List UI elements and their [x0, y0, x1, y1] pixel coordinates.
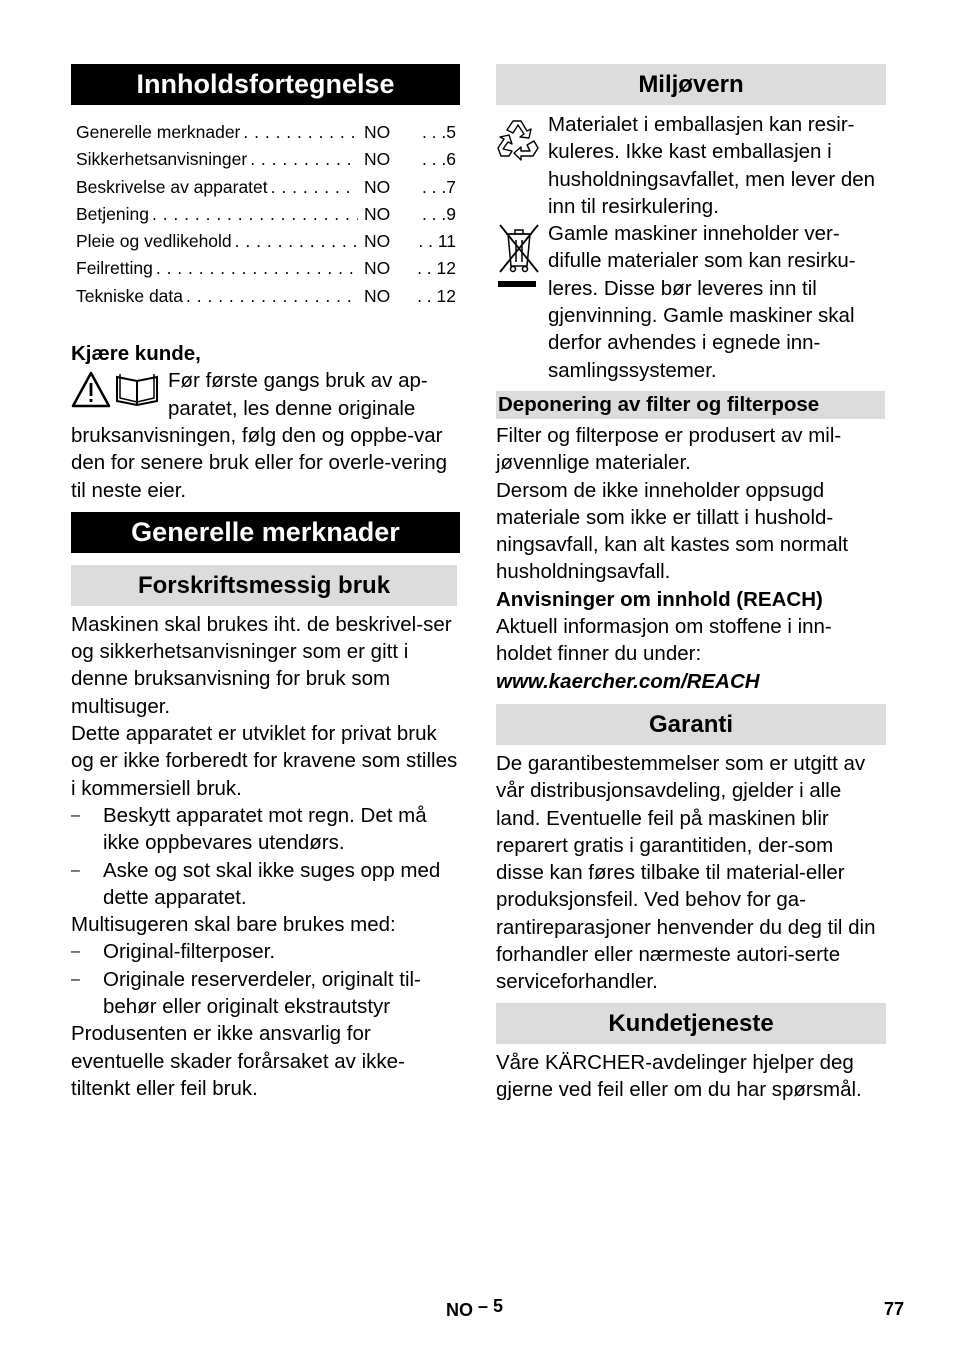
- intended-use-heading: Forskriftsmessig bruk: [71, 565, 457, 606]
- toc-dots: [250, 146, 358, 173]
- toc-code: NO: [364, 203, 391, 224]
- recycling-block: [496, 111, 886, 220]
- reach-title: Anvisninger om innhold (REACH): [496, 587, 823, 611]
- toc-page: . . .6: [421, 149, 456, 170]
- toc-row[interactable]: [76, 174, 460, 201]
- filter-disposal-heading: Deponering av filter og filterpose: [496, 391, 885, 419]
- toc-code: NO: [364, 231, 391, 252]
- footer-language: NO: [446, 1300, 473, 1320]
- toc-title: Pleie og vedlikehold: [76, 231, 232, 252]
- toc-page: . . .9: [421, 203, 456, 224]
- intro-line-2: paratet, les denne originale: [168, 396, 416, 420]
- toc-page: . . 12: [417, 285, 456, 306]
- toc-code: NO: [364, 149, 391, 170]
- reach-text: Aktuell informasjon om stoffene i inn-holdet finner du under:: [496, 615, 832, 666]
- toc-row[interactable]: [76, 146, 460, 173]
- toc-title: Tekniske data: [76, 285, 184, 306]
- toc-title: Beskrivelse av apparatet: [76, 176, 268, 197]
- list-item-text: Originale reserverdeler, originalt til-behør eller originalt ekstrautstyr: [103, 967, 421, 1019]
- general-heading: Generelle merknader: [71, 512, 460, 553]
- intended-use-paragraph: Maskinen skal brukes iht. de beskrivel-ser og sikkerhetsanvisninger som er gitt i denne bruksanvisning for bruk som multisuger.: [71, 612, 452, 718]
- toc-dots: [186, 283, 358, 310]
- recycling-text: Materialet i emballasjen kan resir-kuleres. Ikke kast emballasjen i husholdningsavfallet, men lever den inn til resirkulering.: [548, 113, 876, 218]
- toc-code: NO: [364, 285, 391, 306]
- dash-bullet: –: [71, 861, 80, 879]
- toc-code: NO: [364, 176, 391, 197]
- toc-code: NO: [364, 258, 391, 279]
- intro-text: bruksanvisningen, følg den og oppbe-var den for senere bruk eller for overle-vering til neste eier.: [71, 423, 448, 502]
- filter-material-paragraph: Filter og filterpose er produsert av mil-jøvennlige materialer.: [496, 423, 842, 475]
- toc-page: . . .7: [421, 176, 456, 197]
- toc-code: NO: [364, 122, 391, 142]
- customer-service-text: Våre KÄRCHER-avdelinger hjelper deg gjerne ved feil eller om du har spørsmål.: [496, 1050, 862, 1101]
- weee-block: [496, 220, 886, 384]
- list-item: [71, 966, 460, 1021]
- weee-text: Gamle maskiner inneholder ver-difulle materialer som kan resirku-leres. Disse bør leveres inn til gjenvinning. Gamle maskiner skal derfor avhendes i egnede inn-samlingssystemer.: [548, 222, 856, 382]
- warranty-text: De garantibestemmelser som er utgitt av vår distribusjonsavdeling, gjelder i alle land. Eventuelle feil på maskinen blir reparert gratis i garantitiden, der-som disse kan føres tilbake til material-eller produksjonsfeil. Ved behov for ga-rantireparasjoner henvender du deg til din forhandler eller nærmeste autori-serte serviceforhandler.: [496, 751, 876, 994]
- toc-page: . . 12: [417, 258, 456, 279]
- footer-section-label: [446, 1296, 504, 1320]
- toc-row[interactable]: [76, 255, 460, 282]
- filter-disposal-paragraph: Dersom de ikke inneholder oppsugd materiale som ikke er tillatt i hushold-ningsavfall, kan alt kastes som normalt husholdningsavfall.: [496, 478, 849, 584]
- dash-bullet: –: [71, 806, 80, 824]
- reach-link[interactable]: www.kaercher.com/REACH: [496, 669, 760, 693]
- right-column: [496, 64, 886, 1103]
- warranty-heading: Garanti: [496, 704, 886, 745]
- table-of-contents: [76, 119, 460, 310]
- footer-section-page: – 5: [478, 1296, 504, 1316]
- list-item: [71, 857, 460, 912]
- liability-paragraph: Produsenten er ikke ansvarlig for eventuelle skader forårsaket av ikke-tiltenkt eller feil bruk.: [71, 1022, 405, 1100]
- toc-page: . . .5: [421, 122, 456, 142]
- toc-title: Sikkerhetsanvisninger: [76, 149, 248, 170]
- toc-title: Betjening: [76, 203, 149, 224]
- list-item-text: Aske og sot skal ikke suges opp med dette apparatet.: [103, 858, 441, 909]
- toc-heading: Innholdsfortegnelse: [71, 64, 460, 105]
- greeting: Kjære kunde,: [71, 342, 201, 366]
- manual-book-icon: [117, 374, 157, 405]
- warning-and-manual-icons: [71, 367, 168, 422]
- customer-service-heading: Kundetjeneste: [496, 1003, 886, 1044]
- toc-page: . . 11: [418, 231, 456, 252]
- list-item-text: Beskytt apparatet mot regn. Det må ikke oppbevares utendørs.: [103, 803, 427, 855]
- use-with-paragraph: Multisugeren skal bare brukes med:: [71, 913, 396, 937]
- footer-page-number: 77: [884, 1299, 905, 1319]
- toc-row[interactable]: [76, 283, 460, 310]
- toc-dots: [235, 228, 358, 255]
- toc-row[interactable]: [76, 228, 460, 255]
- private-use-paragraph: Dette apparatet er utviklet for privat bruk og er ikke forberedt for kravene som stilles i kommersiell bruk.: [71, 722, 458, 800]
- crossed-out-bin-icon: [496, 222, 542, 292]
- environment-heading: Miljøvern: [496, 64, 886, 105]
- toc-row[interactable]: [76, 119, 460, 146]
- toc-row[interactable]: [76, 201, 460, 228]
- list-item-text: Original-filterposer.: [103, 940, 276, 964]
- warning-triangle-icon: [71, 371, 159, 409]
- dash-bullet: –: [71, 970, 80, 988]
- toc-dots: [152, 201, 358, 228]
- toc-title: Feilretting: [76, 258, 153, 279]
- dash-bullet: –: [71, 943, 80, 961]
- recycling-icon: [496, 117, 542, 161]
- toc-dots: [156, 255, 358, 282]
- list-item: [71, 938, 460, 965]
- list-item: [71, 802, 460, 857]
- toc-title: Generelle merknader: [76, 122, 241, 142]
- toc-dots: [271, 174, 358, 201]
- toc-dots: [243, 119, 358, 146]
- intro-line-1: Før første gangs bruk av ap-: [168, 369, 428, 393]
- left-column: [71, 64, 460, 1102]
